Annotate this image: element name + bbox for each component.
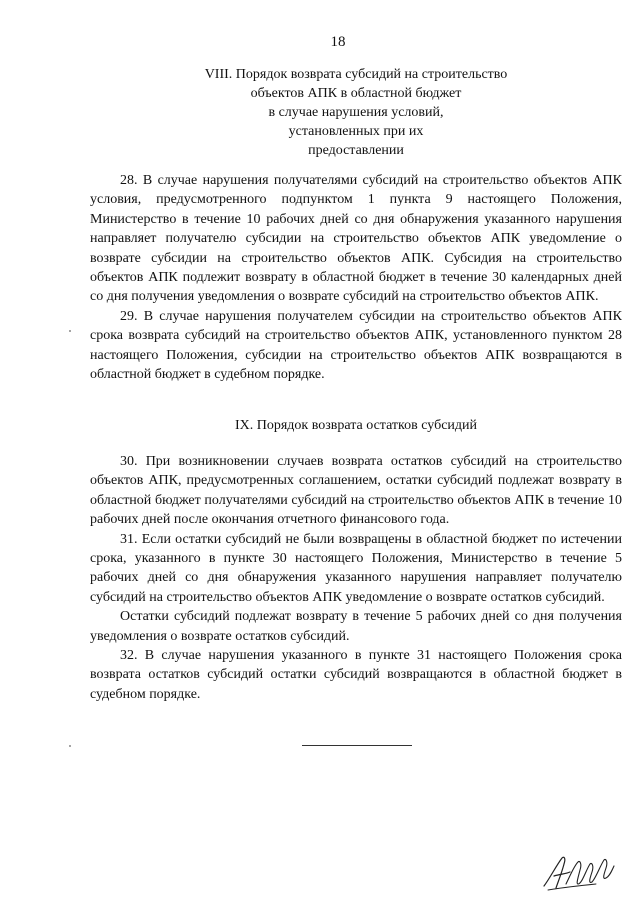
scan-mark — [69, 330, 71, 332]
handwritten-signature — [540, 848, 618, 892]
paragraph-30: 30. При возникновении случаев возврата остатков субсидий на строительство объектов АПК, предусмотренных соглашением, остатки субсидий подлежат возврату в областной бюджет получателями субсидий на строительство объектов АПК в течение 10 рабочих дней после окончания отчетного финансового года. — [90, 454, 622, 528]
paragraph-31: 31. Если остатки субсидий не были возвращены в областной бюджет по истечении срока, указанного в пункте 30 настоящего Положения, Министерство в течение 5 рабочих дней со дня обнаружения указанного нарушения направляет получателю субсидий на строительство объектов АПК уведомление о возврате остатков субсидий. — [90, 531, 622, 605]
section-viii-heading — [90, 65, 622, 160]
heading-line: объектов АПК в областной бюджет — [250, 86, 462, 101]
section-ix-heading — [90, 416, 622, 435]
heading-line: IX. Порядок возврата остатков субсидий — [234, 418, 478, 433]
section-ix-body — [90, 452, 622, 704]
closing-divider — [302, 745, 412, 746]
heading-line: предоставлении — [308, 143, 404, 158]
paragraph-29: 29. В случае нарушения получателем субсидии на строительство объектов АПК срока возврата субсидий на строительство объектов АПК, установленного пунктом 28 настоящего Положения, субсидии на строительство объектов АПК возвращаются в областной бюджет в судебном порядке. — [90, 308, 622, 383]
page-number: 18 — [330, 34, 346, 50]
paragraph-32: 32. В случае нарушения указанного в пункте 31 настоящего Положения срока возврата остатков субсидий остатки субсидий возвращаются в областной бюджет в судебном порядке. — [90, 648, 622, 702]
paragraph-28: 28. В случае нарушения получателями субсидий на строительство объектов АПК условия, предусмотренного подпунктом 1 пункта 9 настоящего Положения, Министерство в течение 10 рабочих дней со дня обнаружения указанного нарушения направляет получателю субсидии на строительство объектов АПК уведомление о возврате субсидии на строительство объектов АПК. Субсидия на строительство объектов АПК подлежит возврату в областной бюджет в течение 30 календарных дней со дня получения уведомления о возврате субсидий на строительство объектов АПК. — [90, 173, 622, 305]
heading-line: VIII. Порядок возврата субсидий на строительство — [204, 67, 508, 82]
heading-line: в случае нарушения условий, — [268, 105, 444, 120]
heading-line: установленных при их — [288, 124, 424, 139]
paragraph-31-continuation: Остатки субсидий подлежат возврату в течение 5 рабочих дней со дня получения уведомления о возврате остатков субсидий. — [90, 609, 622, 644]
scan-mark — [69, 745, 71, 747]
section-viii-body — [90, 171, 622, 384]
